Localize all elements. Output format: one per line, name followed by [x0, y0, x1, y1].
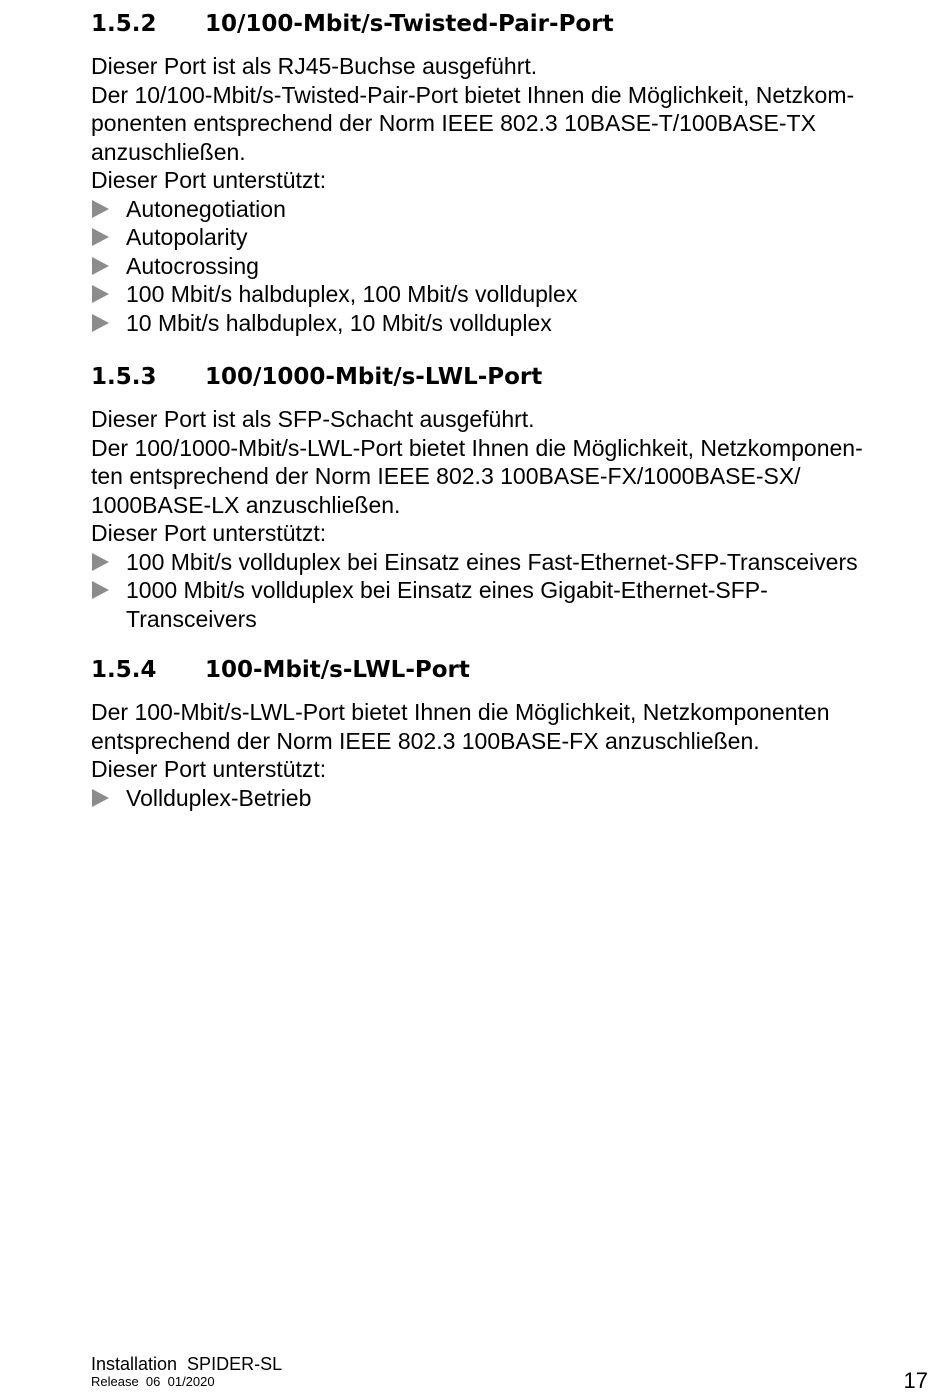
- body-line: Der 100-Mbit/s-LWL-Port bietet Ihnen die Möglichkeit, Netzkomponenten: [91, 699, 830, 725]
- body-line: anzuschließen.: [91, 138, 246, 165]
- triangle-bullet-icon: [92, 200, 109, 218]
- list-item: [91, 195, 854, 224]
- section-title: 10/100-Mbit/s-Twisted-Pair-Port: [205, 11, 614, 37]
- triangle-bullet-icon: [92, 314, 109, 332]
- section-1-5-3: [91, 359, 866, 633]
- section-1-5-2: [91, 6, 854, 337]
- list-item-text: Autonegotiation: [126, 195, 286, 222]
- section-body: [91, 698, 829, 812]
- body-line: Dieser Port unterstützt:: [91, 756, 327, 782]
- triangle-bullet-icon: [92, 789, 109, 807]
- section-heading: [91, 652, 829, 688]
- feature-list: [91, 784, 829, 813]
- list-item: [91, 576, 866, 633]
- body-line: ponenten entsprechend der Norm IEEE 802.3 10BASE-T/100BASE-TX: [91, 110, 816, 136]
- section-body: [91, 405, 866, 633]
- body-line: Dieser Port unterstützt:: [91, 520, 327, 546]
- list-item-text: 1000 Mbit/s vollduplex bei Einsatz eines Gigabit-Ethernet-SFP-Transceivers: [126, 577, 768, 632]
- triangle-bullet-icon: [92, 553, 109, 571]
- page-footer: [91, 1354, 282, 1390]
- body-line: Dieser Port unterstützt:: [91, 167, 327, 193]
- section-number: 1.5.2: [91, 11, 157, 37]
- list-item-text: 100 Mbit/s vollduplex bei Einsatz eines Fast-Ethernet-SFP-Transceivers: [126, 548, 858, 575]
- list-item: [91, 309, 854, 338]
- section-body: [91, 52, 854, 337]
- footer-document-title: Installation SPIDER-SL: [91, 1354, 283, 1374]
- section-number: 1.5.3: [91, 364, 157, 390]
- list-item: [91, 784, 829, 813]
- list-item-text: Autocrossing: [126, 252, 259, 279]
- feature-list: [91, 195, 854, 338]
- body-line: 1000BASE-LX anzuschließen.: [91, 491, 401, 518]
- list-item-text: Vollduplex-Betrieb: [126, 784, 312, 811]
- triangle-bullet-icon: [92, 257, 109, 275]
- body-line: Dieser Port ist als SFP-Schacht ausgeführt.: [91, 406, 535, 432]
- body-line: ten entsprechend der Norm IEEE 802.3 100BASE-FX/1000BASE-SX/: [91, 463, 801, 489]
- body-line: Der 10/100-Mbit/s-Twisted-Pair-Port bietet Ihnen die Möglichkeit, Netzkom-: [91, 81, 855, 108]
- list-item-text: Autopolarity: [126, 224, 248, 250]
- page-number: 17: [903, 1368, 928, 1393]
- list-item-text: 100 Mbit/s halbduplex, 100 Mbit/s vollduplex: [126, 281, 578, 307]
- body-line: entsprechend der Norm IEEE 802.3 100BASE-FX anzuschließen.: [91, 727, 760, 754]
- list-item: [91, 252, 854, 281]
- list-item: [91, 548, 866, 577]
- body-line: Der 100/1000-Mbit/s-LWL-Port bietet Ihnen die Möglichkeit, Netzkomponen-: [91, 434, 863, 461]
- section-heading: [91, 6, 854, 42]
- section-1-5-4: [91, 652, 829, 812]
- list-item-text: 10 Mbit/s halbduplex, 10 Mbit/s vollduplex: [126, 309, 552, 336]
- section-heading: [91, 359, 866, 395]
- list-item: [91, 223, 854, 252]
- feature-list: [91, 548, 866, 634]
- section-title: 100-Mbit/s-LWL-Port: [205, 657, 470, 683]
- footer-release-info: Release 06 01/2020: [91, 1374, 215, 1389]
- list-item: [91, 280, 854, 309]
- triangle-bullet-icon: [92, 581, 109, 599]
- body-line: Dieser Port ist als RJ45-Buchse ausgeführt.: [91, 53, 538, 79]
- triangle-bullet-icon: [92, 285, 109, 303]
- section-title: 100/1000-Mbit/s-LWL-Port: [205, 364, 543, 390]
- section-number: 1.5.4: [91, 657, 157, 683]
- triangle-bullet-icon: [92, 228, 109, 246]
